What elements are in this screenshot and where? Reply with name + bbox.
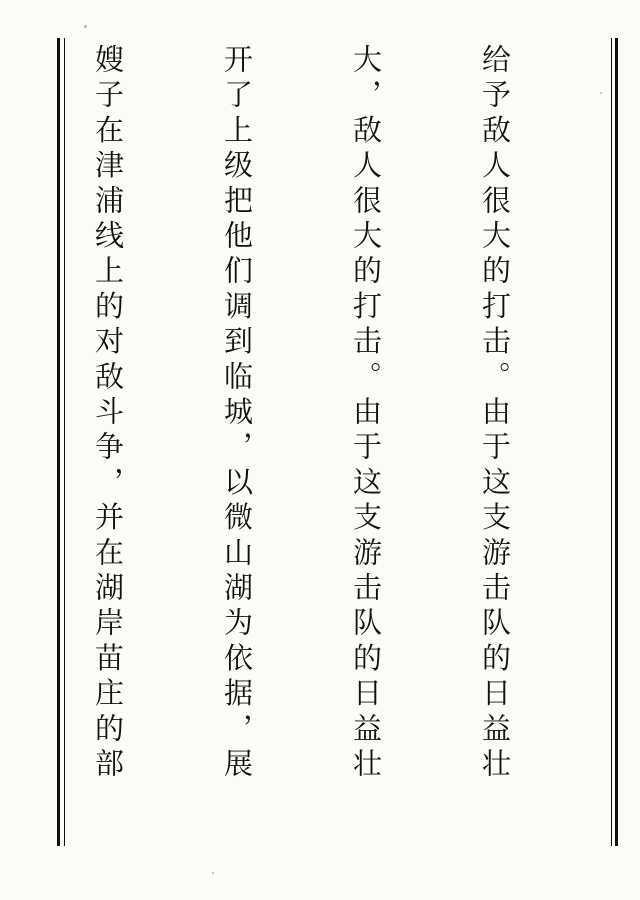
ink-speck [600, 92, 602, 94]
right-border-rule [615, 38, 618, 846]
ink-speck [84, 25, 87, 28]
text-column: 给予敌人很大的打击。由于这支游击队的日益壮 [478, 44, 512, 784]
ink-speck [212, 872, 214, 874]
text-column: 大，敌人很大的打击。由于这支游击队的日益壮 [349, 44, 383, 784]
text-column: 嫂子在津浦线上的对敌斗争，并在湖岸苗庄的部 [91, 44, 125, 784]
vertical-text-body [68, 44, 602, 844]
text-column: 开了上级把他们调到临城，以微山湖为依据，展 [220, 44, 254, 784]
left-border-rule [57, 38, 60, 846]
